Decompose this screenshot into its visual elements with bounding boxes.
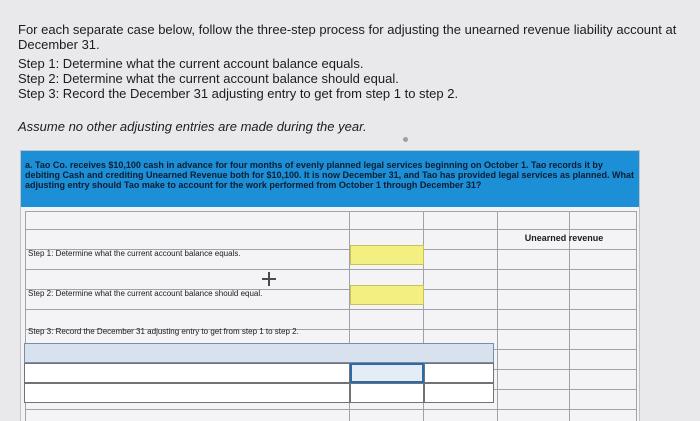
grid-line: [25, 409, 637, 410]
step-2-row-label: Step 2: Determine what the current account balance should equal.: [28, 289, 263, 298]
grid-line: [25, 229, 637, 230]
step-2-answer-cell[interactable]: [350, 285, 424, 305]
step-1-text: Step 1: Determine what the current account balance equals.: [18, 56, 364, 71]
move-cursor-icon: [262, 272, 276, 286]
grid-line: [25, 269, 637, 270]
decorative-dot: [403, 137, 408, 142]
grid-line: [25, 211, 637, 212]
grid-line: [25, 309, 637, 310]
unearned-revenue-header: Unearned revenue: [524, 233, 604, 243]
journal-entry-row-1[interactable]: [24, 343, 494, 363]
grid-line: [636, 211, 637, 421]
step-2-text: Step 2: Determine what the current account balance should equal.: [18, 71, 399, 86]
instructions-text: For each separate case below, follow the three-step process for adjusting the unearned revenue liability account at December 31.: [18, 22, 677, 52]
journal-debit-input-3[interactable]: [350, 383, 424, 403]
step-3-text: Step 3: Record the December 31 adjusting entry to get from step 1 to step 2.: [18, 86, 459, 101]
journal-account-input-2[interactable]: [24, 363, 350, 383]
step-3-row-label: Step 3: Record the December 31 adjusting entry to get from step 1 to step 2.: [28, 327, 299, 336]
journal-credit-input-2[interactable]: [424, 363, 494, 383]
step-1-answer-cell[interactable]: [350, 245, 424, 265]
assumption-text: Assume no other adjusting entries are made during the year.: [18, 119, 367, 134]
step-list: [18, 56, 458, 101]
step-1-row-label: Step 1: Determine what the current account balance equals.: [28, 249, 241, 258]
journal-debit-input-2[interactable]: [350, 363, 424, 383]
journal-account-input-3[interactable]: [24, 383, 350, 403]
journal-credit-input-3[interactable]: [424, 383, 494, 403]
case-a-question: a. Tao Co. receives $10,100 cash in advance for four months of evenly planned legal services beginning on October 1. Tao records it by debiting Cash and crediting Unearned Revenue both for $10,100. It is now December 31, and Tao has provided legal services as planned. What adjusting entry should Tao make to account for the work performed from October 1 through December 31?: [21, 151, 639, 207]
